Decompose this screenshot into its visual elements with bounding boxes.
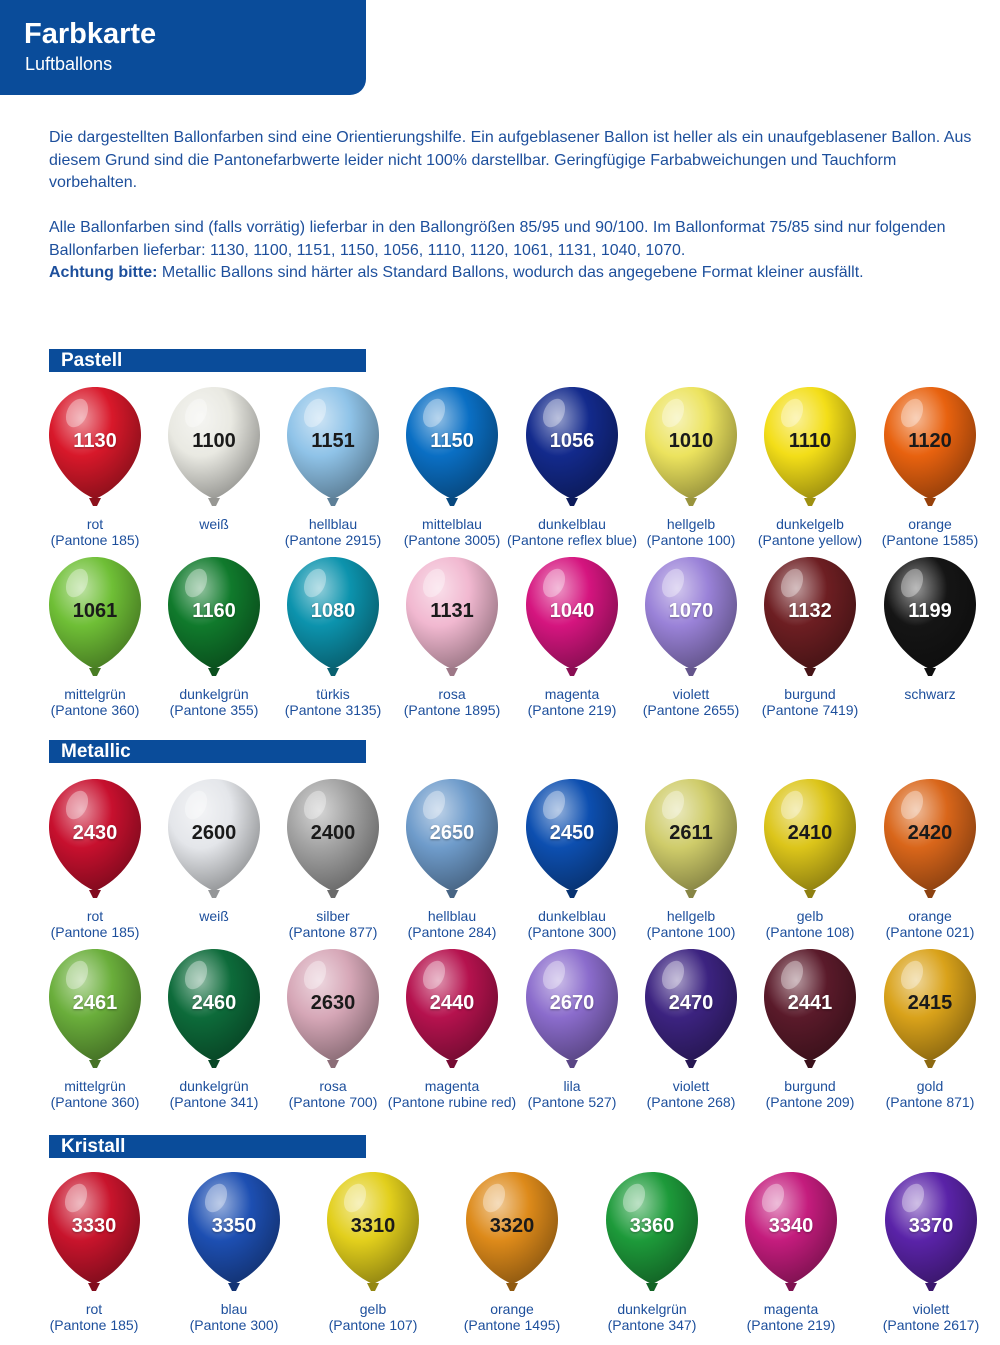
balloon-pantone: (Pantone 347) bbox=[607, 1317, 697, 1333]
balloon-pantone: (Pantone 219) bbox=[527, 702, 617, 718]
balloon-color-name: orange bbox=[908, 908, 952, 924]
balloon-pantone: (Pantone 1585) bbox=[881, 532, 979, 548]
intro-text bbox=[49, 127, 979, 195]
balloon-card bbox=[874, 385, 986, 548]
balloon-code: 1120 bbox=[908, 430, 952, 452]
balloon-code: 2630 bbox=[310, 992, 356, 1014]
balloon-card bbox=[874, 777, 986, 940]
intro-note bbox=[49, 262, 979, 285]
balloon-color-name: türkis bbox=[316, 686, 350, 702]
balloon-pantone: (Pantone 7419) bbox=[761, 702, 859, 718]
balloon-color-name: mittelgrün bbox=[64, 1078, 126, 1094]
balloon-color-name: blau bbox=[220, 1301, 248, 1317]
balloon-card bbox=[39, 385, 151, 548]
balloon-code: 3370 bbox=[908, 1215, 954, 1237]
balloon-color-name: magenta bbox=[424, 1078, 480, 1094]
balloon-code: 1160 bbox=[192, 600, 236, 622]
section-bar-kristall bbox=[49, 1135, 366, 1158]
balloon-card bbox=[596, 1170, 708, 1333]
balloon-color-name: lila bbox=[563, 1078, 581, 1094]
balloon-code: 3310 bbox=[350, 1215, 396, 1237]
balloon-code: 1070 bbox=[668, 600, 714, 622]
balloon-code: 2415 bbox=[907, 992, 953, 1014]
balloon-pantone: (Pantone 1895) bbox=[403, 702, 501, 718]
balloon-pantone: (Pantone 268) bbox=[646, 1094, 736, 1110]
balloon-code: 1110 bbox=[788, 430, 832, 452]
balloon-code: 2441 bbox=[787, 992, 833, 1014]
section-bar-pastell bbox=[49, 349, 366, 372]
balloon-code: 1151 bbox=[311, 430, 355, 452]
balloon-color-name: rot bbox=[86, 908, 104, 924]
balloon-color-name: violett bbox=[672, 1078, 710, 1094]
balloon-code: 1080 bbox=[310, 600, 356, 622]
balloon-code: 1056 bbox=[549, 430, 595, 452]
section-title-pastell: Pastell bbox=[61, 350, 123, 371]
balloon-card bbox=[277, 777, 389, 940]
balloon-code: 1061 bbox=[72, 600, 118, 622]
balloon-pantone: (Pantone 300) bbox=[189, 1317, 279, 1333]
balloon-card bbox=[754, 555, 866, 718]
balloon-card bbox=[456, 1170, 568, 1333]
balloon-card bbox=[516, 555, 628, 718]
balloon-card bbox=[277, 385, 389, 548]
balloon-code: 2450 bbox=[549, 822, 595, 844]
balloon-pantone: (Pantone 107) bbox=[328, 1317, 418, 1333]
balloon-pantone: (Pantone 2915) bbox=[284, 532, 382, 548]
balloon-color-name: burgund bbox=[784, 1078, 836, 1094]
balloon-pantone: (Pantone 871) bbox=[885, 1094, 975, 1110]
balloon-code: 2420 bbox=[907, 822, 953, 844]
balloon-card bbox=[507, 385, 637, 548]
balloon-card bbox=[277, 555, 389, 718]
balloon-code: 2650 bbox=[429, 822, 475, 844]
balloon-code: 3320 bbox=[489, 1215, 535, 1237]
balloon-color-name: hellgelb bbox=[666, 516, 716, 532]
balloon-card bbox=[635, 947, 747, 1110]
balloon-code: 1131 bbox=[430, 600, 474, 622]
balloon-card bbox=[178, 1170, 290, 1333]
balloon-color-name: dunkelgrün bbox=[179, 686, 249, 702]
balloon-color-name: mittelgrün bbox=[64, 686, 126, 702]
balloon-code: 2400 bbox=[310, 822, 356, 844]
balloon-pantone: (Pantone rubine red) bbox=[387, 1094, 517, 1110]
balloon-color-name: violett bbox=[912, 1301, 950, 1317]
balloon-pantone: (Pantone 108) bbox=[765, 924, 855, 940]
balloon-code: 2600 bbox=[191, 822, 237, 844]
balloon-color-name: dunkelblau bbox=[538, 516, 606, 532]
balloon-code: 2440 bbox=[429, 992, 475, 1014]
balloon-code: 1010 bbox=[668, 430, 714, 452]
balloon-card bbox=[39, 777, 151, 940]
balloon-pantone: (Pantone 1495) bbox=[463, 1317, 561, 1333]
balloon-card bbox=[874, 555, 986, 702]
balloon-pantone: (Pantone 185) bbox=[50, 532, 140, 548]
balloon-code: 1130 bbox=[73, 430, 117, 452]
balloon-code: 1199 bbox=[908, 600, 952, 622]
balloon-pantone: (Pantone 2617) bbox=[882, 1317, 980, 1333]
balloon-color-name: rot bbox=[85, 1301, 103, 1317]
balloon-code: 2470 bbox=[668, 992, 714, 1014]
balloon-pantone: (Pantone 360) bbox=[50, 702, 140, 718]
balloon-card bbox=[39, 555, 151, 718]
balloon-color-name: rosa bbox=[438, 686, 466, 702]
balloon-code: 1100 bbox=[192, 430, 236, 452]
balloon-code: 2461 bbox=[72, 992, 118, 1014]
note-label: Achtung bitte: bbox=[49, 264, 158, 281]
balloon-color-name: dunkelgrün bbox=[617, 1301, 687, 1317]
balloon-color-name: weiß bbox=[199, 516, 229, 532]
balloon-color-name: gold bbox=[916, 1078, 944, 1094]
page-title: Farbkarte bbox=[24, 18, 157, 50]
balloon-color-name: rosa bbox=[319, 1078, 347, 1094]
balloon-pantone: (Pantone 219) bbox=[746, 1317, 836, 1333]
balloon-card bbox=[875, 1170, 987, 1333]
balloon-pantone: (Pantone 021) bbox=[885, 924, 975, 940]
balloon-card bbox=[635, 555, 747, 718]
intro-paragraph-2: Alle Ballonfarben sind (falls vorrätig) lieferbar in den Ballongrößen 85/95 und 90/100. Im Ballonformat 75/85 sind nur folgenden Ballonfarben lieferbar: 1130, 1100, 1151, 1150, 1056, 1110, 1120, 1061, 1131, 1040, 1070. bbox=[49, 219, 946, 259]
balloon-card bbox=[158, 947, 270, 1110]
balloon-code: 2460 bbox=[191, 992, 237, 1014]
balloon-pantone: (Pantone 2655) bbox=[642, 702, 740, 718]
balloon-card bbox=[158, 777, 270, 924]
balloon-card bbox=[635, 777, 747, 940]
balloon-color-name: violett bbox=[672, 686, 710, 702]
section-title-kristall: Kristall bbox=[61, 1136, 126, 1157]
balloon-card bbox=[635, 385, 747, 548]
balloon-card bbox=[39, 947, 151, 1110]
balloon-card bbox=[387, 947, 517, 1110]
balloon-card bbox=[317, 1170, 429, 1333]
balloon-card bbox=[158, 555, 270, 718]
header-banner bbox=[0, 0, 366, 95]
balloon-card bbox=[396, 385, 508, 548]
balloon-pantone: (Pantone 360) bbox=[50, 1094, 140, 1110]
balloon-pantone: (Pantone 341) bbox=[169, 1094, 259, 1110]
balloon-color-name: magenta bbox=[544, 686, 600, 702]
balloon-color-name: silber bbox=[316, 908, 350, 924]
balloon-color-name: dunkelgrün bbox=[179, 1078, 249, 1094]
balloon-pantone: (Pantone 284) bbox=[407, 924, 497, 940]
balloon-code: 1150 bbox=[430, 430, 474, 452]
balloon-card bbox=[396, 555, 508, 718]
balloon-card bbox=[516, 947, 628, 1110]
balloon-code: 2410 bbox=[787, 822, 833, 844]
balloon-code: 3330 bbox=[71, 1215, 117, 1237]
balloon-card bbox=[158, 385, 270, 532]
page-subtitle: Luftballons bbox=[25, 54, 113, 74]
balloon-card bbox=[735, 1170, 847, 1333]
balloon-color-name: weiß bbox=[199, 908, 229, 924]
balloon-color-name: schwarz bbox=[904, 686, 956, 702]
balloon-color-name: burgund bbox=[784, 686, 836, 702]
balloon-pantone: (Pantone 185) bbox=[49, 1317, 139, 1333]
balloon-color-name: mittelblau bbox=[422, 516, 482, 532]
balloon-pantone: (Pantone 3005) bbox=[403, 532, 501, 548]
balloon-color-name: gelb bbox=[796, 908, 824, 924]
balloon-card bbox=[754, 385, 866, 548]
balloon-color-name: rot bbox=[86, 516, 104, 532]
balloon-pantone: (Pantone yellow) bbox=[757, 532, 863, 548]
balloon-code: 3340 bbox=[768, 1215, 814, 1237]
balloon-pantone: (Pantone 700) bbox=[288, 1094, 378, 1110]
balloon-card bbox=[516, 777, 628, 940]
balloon-color-name: orange bbox=[490, 1301, 534, 1317]
balloon-card bbox=[38, 1170, 150, 1333]
balloon-pantone: (Pantone 100) bbox=[646, 532, 736, 548]
balloon-code: 2611 bbox=[669, 822, 713, 844]
balloon-pantone: (Pantone 100) bbox=[646, 924, 736, 940]
intro-paragraph-1: Die dargestellten Ballonfarben sind eine Orientierungshilfe. Ein aufgeblasener Ballon ist heller als ein unaufgeblasener Ballon. Aus diesem Grund sind die Pantonefarbwerte leider nicht 100% darstellbar. Geringfügige Farbabweichungen und Tauchform vorbehalten. bbox=[49, 129, 972, 191]
balloon-card bbox=[277, 947, 389, 1110]
balloon-color-name: hellblau bbox=[308, 516, 358, 532]
balloon-card bbox=[754, 947, 866, 1110]
balloon-color-name: hellgelb bbox=[666, 908, 716, 924]
balloon-code: 2430 bbox=[72, 822, 118, 844]
balloon-pantone: (Pantone 185) bbox=[50, 924, 140, 940]
balloon-color-name: gelb bbox=[359, 1301, 387, 1317]
balloon-color-name: magenta bbox=[763, 1301, 819, 1317]
intro-text-2 bbox=[49, 217, 979, 285]
balloon-color-name: dunkelblau bbox=[538, 908, 606, 924]
balloon-pantone: (Pantone 877) bbox=[288, 924, 378, 940]
balloon-code: 1132 bbox=[788, 600, 832, 622]
section-title-metallic: Metallic bbox=[61, 741, 131, 762]
balloon-code: 3360 bbox=[629, 1215, 675, 1237]
balloon-pantone: (Pantone 355) bbox=[169, 702, 259, 718]
balloon-pantone: (Pantone 300) bbox=[527, 924, 617, 940]
balloon-color-name: hellblau bbox=[427, 908, 477, 924]
balloon-code: 1040 bbox=[549, 600, 595, 622]
section-bar-metallic bbox=[49, 740, 366, 763]
balloon-color-name: dunkelgelb bbox=[776, 516, 844, 532]
balloon-color-name: orange bbox=[908, 516, 952, 532]
balloon-pantone: (Pantone 527) bbox=[527, 1094, 617, 1110]
balloon-code: 2670 bbox=[549, 992, 595, 1014]
balloon-pantone: (Pantone 3135) bbox=[284, 702, 382, 718]
balloon-card bbox=[874, 947, 986, 1110]
balloon-card bbox=[754, 777, 866, 940]
balloon-pantone: (Pantone reflex blue) bbox=[507, 532, 637, 548]
balloon-pantone: (Pantone 209) bbox=[765, 1094, 855, 1110]
note-text: Metallic Ballons sind härter als Standard Ballons, wodurch das angegebene Format kleiner ausfällt. bbox=[157, 264, 864, 281]
balloon-card bbox=[396, 777, 508, 940]
balloon-code: 3350 bbox=[211, 1215, 257, 1237]
